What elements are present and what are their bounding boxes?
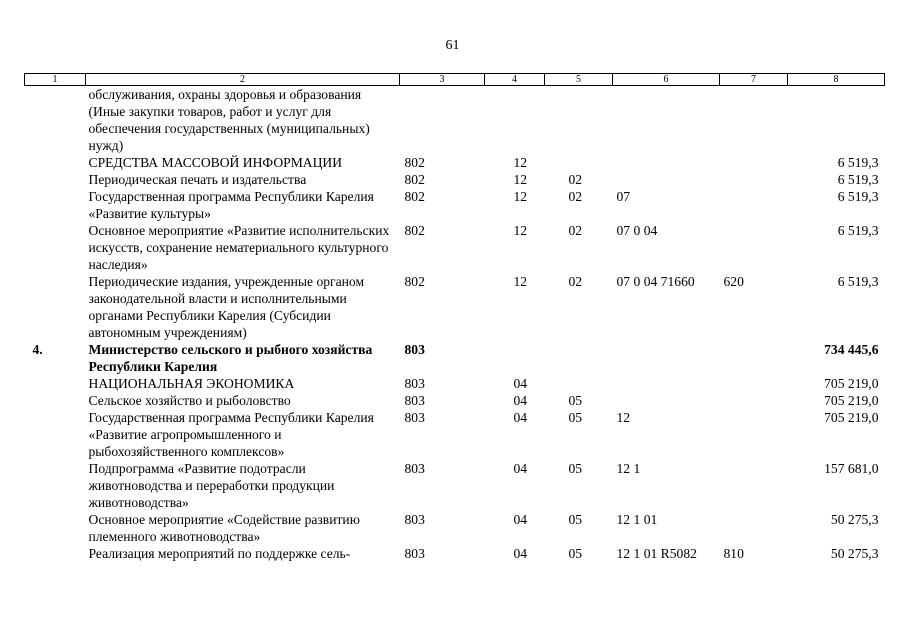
row-expense-type xyxy=(720,188,788,222)
row-expense-type xyxy=(720,154,788,171)
row-name: Периодическая печать и издательства xyxy=(88,172,307,187)
row-section: 04 xyxy=(513,461,528,476)
row-expense-type xyxy=(720,460,788,511)
row-section: 12 xyxy=(513,274,528,289)
row-subsection: 02 xyxy=(568,172,583,187)
row-name: Министерство сельского и рыбного хозяйства Республики Карелия xyxy=(88,342,373,374)
row-expense-type xyxy=(720,409,788,460)
row-amount: 705 219,0 xyxy=(824,376,879,391)
row-ministry-code: 802 xyxy=(404,155,425,170)
row-subsection: 05 xyxy=(568,512,583,527)
row-amount: 6 519,3 xyxy=(837,189,879,204)
row-section xyxy=(485,86,545,155)
row-ministry-code xyxy=(400,86,485,155)
row-ministry-code: 803 xyxy=(404,546,425,561)
row-expense-type xyxy=(720,341,788,375)
table-row xyxy=(25,341,885,375)
row-name: Сельское хозяйство и рыболовство xyxy=(88,393,291,408)
row-subsection: 05 xyxy=(568,461,583,476)
row-amount: 705 219,0 xyxy=(824,410,879,425)
row-subsection xyxy=(545,375,613,392)
row-ministry-code: 803 xyxy=(404,410,425,425)
row-amount xyxy=(788,86,885,155)
row-number xyxy=(25,273,86,341)
header-col-4: 4 xyxy=(485,74,545,86)
row-target-article: 12 xyxy=(616,410,631,425)
row-name: Государственная программа Республики Карелия «Развитие культуры» xyxy=(88,189,374,221)
table-row xyxy=(25,171,885,188)
row-section: 04 xyxy=(513,393,528,408)
row-expense-type xyxy=(720,86,788,155)
row-name: Реализация мероприятий по поддержке сель- xyxy=(88,546,351,561)
row-subsection: 05 xyxy=(568,546,583,561)
row-amount: 50 275,3 xyxy=(830,512,879,527)
row-ministry-code: 803 xyxy=(404,393,425,408)
row-amount: 6 519,3 xyxy=(837,223,879,238)
row-target-article xyxy=(613,341,720,375)
row-section: 12 xyxy=(513,189,528,204)
row-subsection: 02 xyxy=(568,223,583,238)
row-amount: 705 219,0 xyxy=(824,393,879,408)
row-name: обслуживания, охраны здоровья и образования (Иные закупки товаров, работ и услуг для обеспечения государственных (муниципальных) нужд) xyxy=(88,87,370,153)
row-subsection: 02 xyxy=(568,274,583,289)
header-col-7: 7 xyxy=(720,74,788,86)
column-number-header xyxy=(25,74,885,86)
row-subsection xyxy=(545,86,613,155)
table-row xyxy=(25,460,885,511)
page-number: 61 xyxy=(445,38,460,53)
row-section: 04 xyxy=(513,410,528,425)
row-subsection: 05 xyxy=(568,393,583,408)
table-row xyxy=(25,188,885,222)
table-row xyxy=(25,409,885,460)
row-section: 04 xyxy=(513,512,528,527)
table-row xyxy=(25,511,885,545)
table-row xyxy=(25,375,885,392)
row-ministry-code: 802 xyxy=(404,274,425,289)
row-target-article: 07 0 04 xyxy=(616,223,658,238)
row-number xyxy=(25,86,86,155)
row-section xyxy=(485,341,545,375)
row-ministry-code: 802 xyxy=(404,223,425,238)
row-name: НАЦИОНАЛЬНАЯ ЭКОНОМИКА xyxy=(88,376,295,391)
row-target-article: 07 0 04 71660 xyxy=(616,274,695,289)
row-number xyxy=(25,409,86,460)
header-col-3: 3 xyxy=(400,74,485,86)
row-number xyxy=(25,375,86,392)
row-number xyxy=(25,511,86,545)
header-col-6: 6 xyxy=(613,74,720,86)
row-number: 4. xyxy=(32,342,43,357)
row-ministry-code: 803 xyxy=(404,512,425,527)
table-row xyxy=(25,273,885,341)
row-number xyxy=(25,188,86,222)
row-subsection xyxy=(545,341,613,375)
row-expense-type xyxy=(720,171,788,188)
row-number xyxy=(25,460,86,511)
row-target-article xyxy=(613,375,720,392)
row-amount: 50 275,3 xyxy=(830,546,879,561)
row-amount: 6 519,3 xyxy=(837,172,879,187)
table-row xyxy=(25,392,885,409)
header-col-2: 2 xyxy=(86,74,400,86)
row-target-article: 12 1 xyxy=(616,461,641,476)
row-number xyxy=(25,222,86,273)
row-name: СРЕДСТВА МАССОВОЙ ИНФОРМАЦИИ xyxy=(88,155,343,170)
table-row xyxy=(25,545,885,562)
row-target-article: 12 1 01 R5082 xyxy=(616,546,697,561)
row-section: 12 xyxy=(513,172,528,187)
row-expense-type: 620 xyxy=(723,274,744,289)
row-name: Государственная программа Республики Карелия «Развитие агропромышленного и рыбохозяйственного комплексов» xyxy=(88,410,374,459)
header-col-8: 8 xyxy=(788,74,885,86)
row-target-article xyxy=(613,154,720,171)
row-name: Основное мероприятие «Развитие исполнительских искусств, сохранение нематериального культурного наследия» xyxy=(88,223,390,272)
row-number xyxy=(25,545,86,562)
row-ministry-code: 803 xyxy=(404,461,425,476)
table-row xyxy=(25,154,885,171)
row-target-article xyxy=(613,392,720,409)
table-body xyxy=(25,86,885,563)
row-expense-type xyxy=(720,222,788,273)
row-target-article: 12 1 01 xyxy=(616,512,658,527)
row-ministry-code: 803 xyxy=(404,342,425,357)
row-section: 04 xyxy=(513,376,528,391)
row-name: Основное мероприятие «Содействие развитию племенного животноводства» xyxy=(88,512,360,544)
header-col-5: 5 xyxy=(545,74,613,86)
row-expense-type xyxy=(720,375,788,392)
row-amount: 6 519,3 xyxy=(837,274,879,289)
row-number xyxy=(25,392,86,409)
row-name: Периодические издания, учрежденные органом законодательной власти и исполнительными органами Республики Карелия (Субсидии автономным учреждениям) xyxy=(88,274,365,340)
header-col-1: 1 xyxy=(25,74,86,86)
row-subsection xyxy=(545,154,613,171)
row-expense-type xyxy=(720,392,788,409)
row-ministry-code: 802 xyxy=(404,172,425,187)
row-ministry-code: 802 xyxy=(404,189,425,204)
row-amount: 734 445,6 xyxy=(824,342,879,357)
row-section: 04 xyxy=(513,546,528,561)
row-subsection: 02 xyxy=(568,189,583,204)
row-amount: 157 681,0 xyxy=(824,461,879,476)
table-row xyxy=(25,222,885,273)
row-number xyxy=(25,171,86,188)
row-target-article: 07 xyxy=(616,189,631,204)
row-target-article xyxy=(613,171,720,188)
row-target-article xyxy=(613,86,720,155)
budget-table xyxy=(24,73,885,562)
row-expense-type xyxy=(720,511,788,545)
row-name: Подпрограмма «Развитие подотрасли животноводства и переработки продукции животноводства» xyxy=(88,461,335,510)
table-row xyxy=(25,86,885,155)
row-section: 12 xyxy=(513,223,528,238)
row-amount: 6 519,3 xyxy=(837,155,879,170)
row-expense-type: 810 xyxy=(723,546,744,561)
row-number xyxy=(25,154,86,171)
row-section: 12 xyxy=(513,155,528,170)
row-ministry-code: 803 xyxy=(404,376,425,391)
row-subsection: 05 xyxy=(568,410,583,425)
